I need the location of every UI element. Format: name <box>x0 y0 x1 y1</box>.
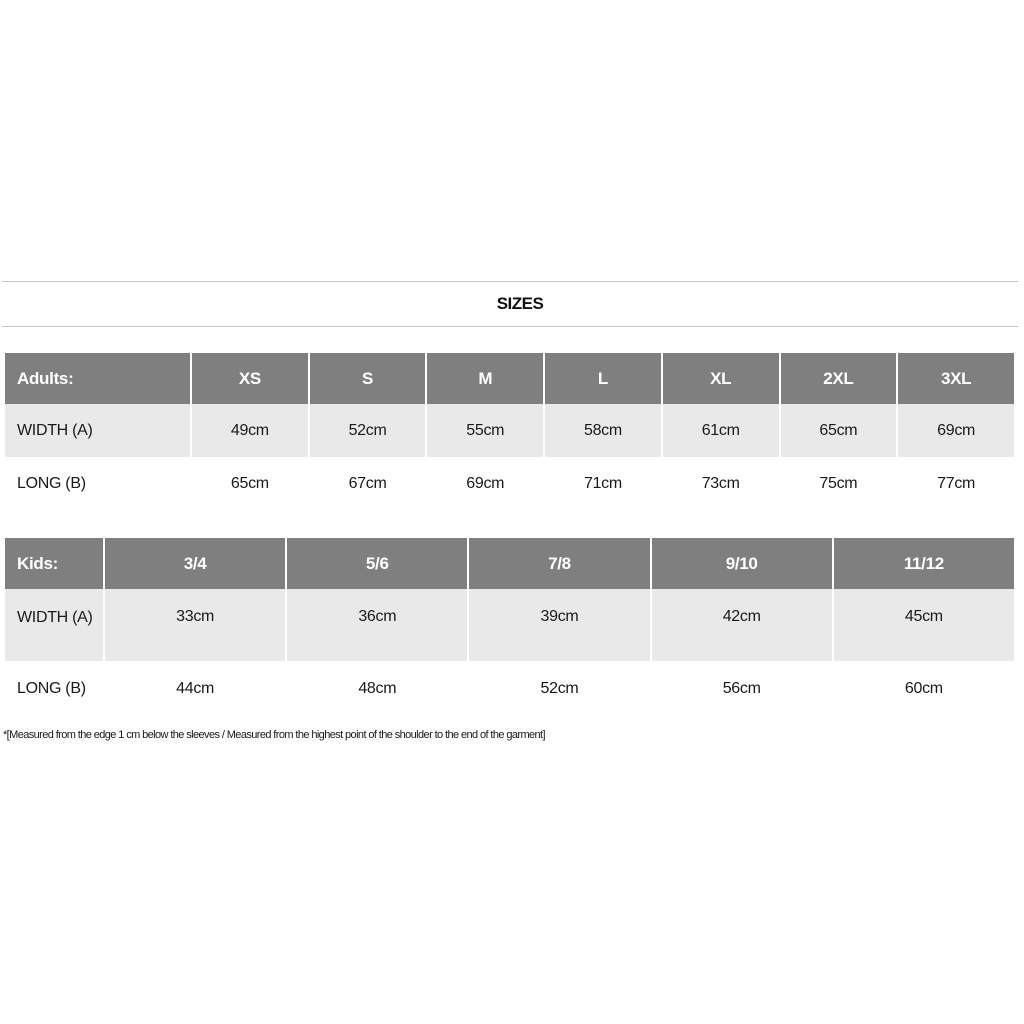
measurement-cell: 75cm <box>819 474 858 492</box>
measurement-cell: 77cm <box>937 474 976 492</box>
measurement-cell: 61cm <box>663 404 779 457</box>
measurement-cell: 56cm <box>722 680 761 697</box>
measurement-cell: 69cm <box>898 404 1014 457</box>
adults-label: Adults: <box>5 353 190 404</box>
measurement-footnote: *[Measured from the edge 1 cm below the sleeves / Measured from the highest point of the shoulder to the end of the garment] <box>3 729 545 741</box>
row-label: LONG (B) <box>17 474 86 492</box>
size-header: 5/6 <box>287 538 467 589</box>
measurement-cell: 65cm <box>230 474 269 492</box>
size-header: XS <box>192 353 308 404</box>
size-header: 3/4 <box>105 538 285 589</box>
row-label: WIDTH (A) <box>5 404 190 457</box>
size-header: S <box>310 353 426 404</box>
title-band <box>2 281 1018 327</box>
table-row <box>5 661 1014 717</box>
size-header: 2XL <box>781 353 897 404</box>
size-header: 7/8 <box>469 538 649 589</box>
size-header: L <box>545 353 661 404</box>
measurement-cell: 44cm <box>176 680 215 697</box>
measurement-cell: 67cm <box>348 474 387 492</box>
measurement-cell: 33cm <box>105 589 285 661</box>
table-row <box>5 404 1014 457</box>
row-label: WIDTH (A) <box>5 589 103 661</box>
measurement-cell: 49cm <box>192 404 308 457</box>
measurement-cell: 48cm <box>358 680 397 697</box>
size-header: 3XL <box>898 353 1014 404</box>
measurement-cell: 52cm <box>310 404 426 457</box>
measurement-cell: 60cm <box>904 680 943 697</box>
measurement-cell: 52cm <box>540 680 579 697</box>
table-row <box>5 457 1014 510</box>
table-row <box>5 589 1014 661</box>
measurement-cell: 58cm <box>545 404 661 457</box>
measurement-cell: 55cm <box>427 404 543 457</box>
page-title: SIZES <box>496 294 544 313</box>
size-header: XL <box>663 353 779 404</box>
kids-size-table <box>3 538 1016 717</box>
size-header: 9/10 <box>652 538 832 589</box>
adults-header-row <box>5 353 1014 404</box>
measurement-cell: 71cm <box>583 474 622 492</box>
measurement-cell: 45cm <box>834 589 1014 661</box>
kids-header-row <box>5 538 1014 589</box>
kids-label: Kids: <box>5 538 103 589</box>
measurement-cell: 36cm <box>287 589 467 661</box>
size-header: 11/12 <box>834 538 1014 589</box>
measurement-cell: 39cm <box>469 589 649 661</box>
size-header: M <box>427 353 543 404</box>
measurement-cell: 65cm <box>781 404 897 457</box>
measurement-cell: 69cm <box>466 474 505 492</box>
measurement-cell: 42cm <box>652 589 832 661</box>
row-label: LONG (B) <box>17 680 86 697</box>
adults-size-table <box>3 353 1016 510</box>
measurement-cell: 73cm <box>701 474 740 492</box>
